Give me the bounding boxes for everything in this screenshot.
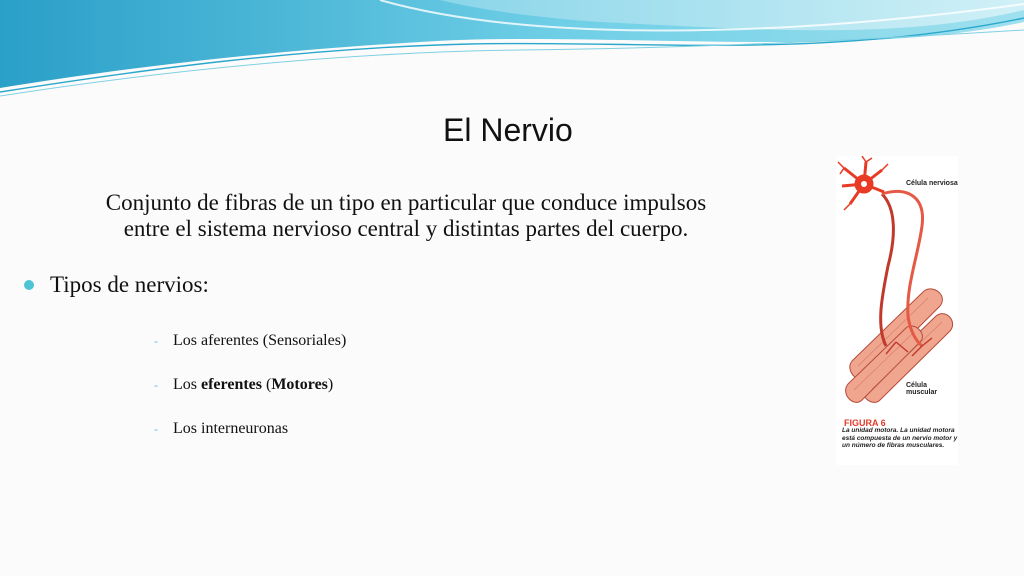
list-item-bold: eferentes (201, 376, 262, 393)
list-item-mid: ( (262, 376, 272, 393)
list-item-bold-2: Motores (271, 376, 328, 393)
types-heading-row (24, 272, 209, 298)
list-item (154, 420, 346, 464)
list-item-prefix: Los (173, 376, 201, 393)
label-muscle: Célula muscular (906, 382, 938, 396)
header-wave-decoration (0, 0, 1024, 110)
list-item-text: Los interneuronas (173, 420, 289, 437)
bullet-icon (24, 280, 34, 290)
types-list (154, 332, 346, 464)
figure-title: FIGURA 6 (844, 418, 886, 428)
intro-line-1: Conjunto de fibras de un tipo en particular que conduce impulsos (105, 190, 707, 215)
dash-icon: - (154, 378, 158, 392)
dash-icon: - (154, 334, 158, 348)
motor-unit-figure (836, 156, 958, 465)
types-heading: Tipos de nervios: (50, 272, 209, 297)
list-item-text (173, 376, 333, 394)
list-item (154, 332, 346, 376)
intro-paragraph (36, 190, 776, 242)
list-item-suffix: ) (327, 376, 334, 393)
dash-icon: - (154, 422, 158, 436)
label-neuron: Célula nerviosa (906, 180, 958, 187)
intro-line-2: entre el sistema nervioso central y distintas partes del cuerpo. (123, 216, 689, 241)
slide-title: El Nervio (443, 112, 573, 148)
list-item-text: Los aferentes (Sensoriales) (173, 332, 347, 349)
figure-caption: La unidad motora. La unidad motora está compuesta de un nervio motor y un número de fibras musculares. (842, 427, 958, 449)
list-item (154, 376, 346, 420)
